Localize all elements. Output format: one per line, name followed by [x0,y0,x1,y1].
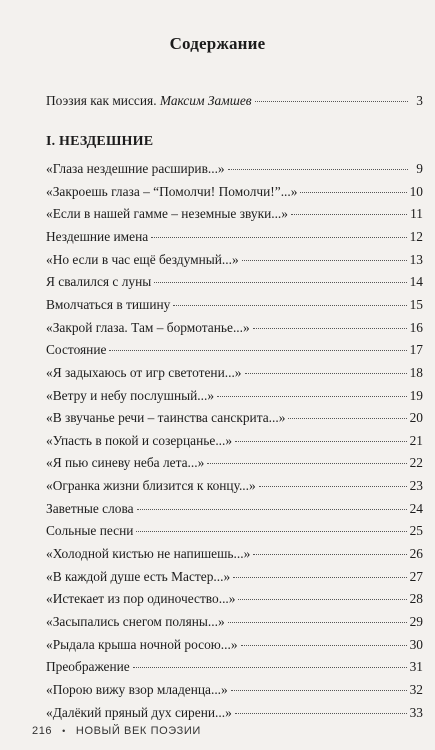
toc-page-number: 19 [409,387,423,403]
dot-leader [291,214,407,215]
toc-entry [46,613,423,631]
dot-leader [241,645,407,646]
dot-leader [228,169,408,170]
toc-page-number: 18 [409,364,423,380]
toc-entry-title: Поэзия как миссия. [46,93,160,108]
toc-page-number: 29 [409,614,423,629]
toc-entry [46,681,423,699]
toc-page-number: 17 [409,342,423,358]
dot-leader [151,237,406,238]
toc-entry [46,590,423,608]
toc-entry [46,319,423,337]
toc-entry-title: «Далёкий пряный дух сирени...» [46,704,232,720]
toc-entry [46,432,423,450]
toc-page-number: 13 [409,251,423,267]
toc-page-number: 14 [409,274,423,290]
toc-entry [46,636,423,654]
toc-page-number: 27 [409,568,423,584]
toc-entry-title: «Порою вижу взор младенца...» [46,681,228,697]
toc-entry [46,183,423,201]
section-title: I. НЕЗДЕШНИЕ [46,134,154,149]
toc-entry-title: Заветные слова [46,500,134,516]
footer-separator: • [62,726,66,736]
toc-entry [46,205,423,223]
toc-page-number: 25 [409,523,423,539]
toc-entry-title: «Холодной кистью не напишешь...» [46,546,251,562]
toc-entry-text [46,92,252,110]
toc-entry [46,341,423,359]
toc-entry [46,658,423,676]
dot-leader [136,531,406,532]
toc-entry-title: «Глаза нездешние расширив...» [46,161,225,176]
dot-leader [154,282,406,283]
dot-leader [300,192,406,193]
dot-leader [253,554,406,555]
toc-page-number: 12 [409,228,423,244]
page-title: Содержание [169,34,266,53]
toc-page-number: 21 [409,432,423,448]
dot-leader [109,350,406,351]
toc-entry [46,477,423,495]
toc-page-number: 9 [416,161,423,176]
toc-entry-title: «Я пью синеву неба лета...» [46,455,205,471]
toc-entry [46,387,423,405]
toc-entry-title: «Рыдала крыша ночной росою...» [46,636,238,652]
toc-page-number: 15 [409,296,423,312]
toc-entry-title: «Огранка жизни близится к концу...» [46,478,256,494]
toc-page-number: 32 [409,681,423,697]
toc-entry [46,545,423,563]
dot-leader [137,509,407,510]
dot-leader [207,463,406,464]
toc-entry [46,160,423,178]
toc-entry [46,364,423,382]
toc-entry [46,409,423,427]
page-footer [32,725,201,737]
toc-page-number: 3 [416,93,423,108]
dot-leader [228,622,407,623]
dot-leader [245,373,407,374]
dot-leader [242,260,407,261]
toc-page-number: 16 [409,319,423,335]
dot-leader [253,328,407,329]
toc-entry-intro [46,92,423,110]
toc-entry-title: «Ветру и небу послушный...» [46,387,215,403]
toc-entry-title: «Упасть в покой и созерцанье...» [46,432,233,448]
dot-leader [231,690,407,691]
toc-page-number: 11 [410,206,423,222]
dot-leader [259,486,407,487]
dot-leader [288,418,406,419]
toc-entry-title: «В звучанье речи – таинства санскрита...» [46,410,286,426]
toc-page-number: 26 [409,546,423,562]
toc-page-number: 22 [409,455,423,471]
dot-leader [255,101,408,102]
toc-entry-title: «Я задыхаюсь от игр светотени...» [46,364,242,380]
toc-page-number: 30 [409,636,423,652]
dot-leader [235,713,407,714]
toc-entry-author: Максим Замшев [159,93,252,108]
toc-entry-title: «Но если в час ещё бездумный...» [46,251,239,267]
dot-leader [235,441,407,442]
toc-page-number: 20 [409,410,423,426]
toc-entry-title: Вмолчаться в тишину [46,296,171,312]
toc-entry [46,228,423,246]
toc-entry [46,568,423,586]
toc-entry-title: Я свалился с луны [46,274,152,290]
toc-entry-title: Сольные песни [46,523,134,539]
toc-page-number: 10 [409,183,423,199]
dot-leader [133,667,407,668]
dot-leader [217,396,407,397]
toc-page-number: 28 [409,591,423,607]
toc-entry [46,522,423,540]
toc-entry-title: «Если в нашей гамме – неземные звуки...» [46,206,288,222]
toc-entry-title: «Закрой глаза. Там – бормотанье...» [46,319,250,335]
toc-entry [46,500,423,518]
toc-entry [46,273,423,291]
toc-entry [46,704,423,722]
toc-entry [46,296,423,314]
toc-page-number: 33 [409,704,423,720]
toc-entry-title: «Истекает из пор одиночество...» [46,591,236,607]
toc-entry-title: Состояние [46,342,107,358]
toc-entry [46,251,423,269]
dot-leader [233,577,406,578]
toc-entry-title: Нездешние имена [46,228,149,244]
toc-page-number: 31 [409,659,423,675]
toc-page-number: 23 [409,478,423,494]
toc-entry [46,454,423,472]
footer-series-name: НОВЫЙ ВЕК ПОЭЗИИ [75,725,201,737]
toc-entry-title: «Засыпались снегом поляны...» [46,614,225,629]
toc-entry-title: «В каждой душе есть Мастер...» [46,568,231,584]
toc-entry-title: Преображение [46,659,130,675]
toc-entry-title: «Закроешь глаза – “Помолчи! Помолчи!”...» [46,183,298,199]
toc-page-number: 24 [409,500,423,516]
footer-page-number: 216 [32,725,53,737]
dot-leader [238,599,406,600]
dot-leader [173,305,406,306]
